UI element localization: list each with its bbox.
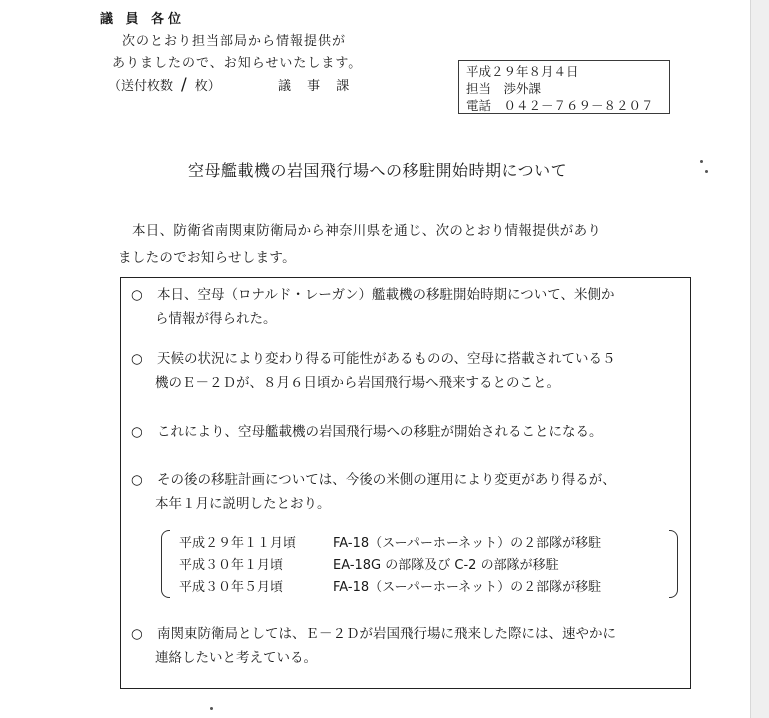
item-text: その後の移駐計画については、今後の米側の運用により変更があり得るが、	[157, 472, 616, 488]
schedule-row	[179, 554, 559, 573]
schedule-block	[161, 530, 681, 600]
bracket-left	[161, 530, 170, 598]
scan-speck	[210, 707, 213, 710]
schedule-row	[179, 532, 601, 551]
item-text-cont: ら情報が得られた。	[155, 311, 277, 327]
item-text: 本日、空母（ロナルド・レーガン）艦載機の移駐開始時期について、米側か	[157, 287, 615, 303]
document-title: 空母艦載機の岩国飛行場への移駐開始時期について	[188, 161, 568, 180]
scan-edge	[750, 0, 769, 718]
department: 議 事 課	[278, 79, 356, 94]
notice-line-2: ありましたので、お知らせいたします。	[112, 56, 363, 71]
list-item	[131, 347, 615, 395]
notice-line-1: 次のとおり担当部局から情報提供が	[122, 34, 347, 49]
schedule-detail: EA-18G の部隊及び C-2 の部隊が移駐	[333, 558, 559, 573]
schedule-date: 平成３０年１月頃	[179, 558, 284, 573]
item-text: 南関東防衛局としては、Ｅ－２Ｄが岩国飛行場に飛来した際には、速やかに	[157, 626, 616, 642]
sheet-count-slash: /	[181, 75, 187, 95]
intro-line-1: 本日、防衛省南関東防衛局から神奈川県を通じ、次のとおり情報提供があり	[132, 223, 602, 239]
sheet-count	[108, 75, 221, 95]
list-item	[131, 468, 616, 516]
item-text-cont: 連絡したいと考えている。	[155, 650, 317, 666]
scan-speck	[705, 170, 708, 173]
bullet-circle: ○	[131, 626, 143, 642]
item-text: 天候の状況により変わり得る可能性があるものの、空母に搭載されている５	[157, 351, 616, 367]
item-text-cont: 本年１月に説明したとおり。	[155, 496, 331, 512]
schedule-detail: FA-18（スーパーホーネット）の２部隊が移駐	[333, 536, 602, 551]
list-item	[131, 420, 603, 444]
schedule-date: 平成３０年５月頃	[179, 580, 284, 595]
schedule-detail: FA-18（スーパーホーネット）の２部隊が移駐	[333, 580, 602, 595]
list-item	[131, 283, 615, 331]
list-item	[131, 622, 616, 670]
bullet-circle: ○	[131, 424, 143, 440]
bullet-circle: ○	[131, 351, 143, 367]
recipient-line: 議 員 各位	[100, 12, 186, 27]
intro-line-2: ましたのでお知らせします。	[118, 250, 296, 266]
info-box	[120, 277, 691, 689]
bullet-circle: ○	[131, 287, 143, 303]
item-text-cont: 機のＥ－２Ｄが、８月６日頃から岩国飛行場へ飛来するとのこと。	[155, 375, 560, 391]
contact-stamp	[458, 60, 670, 114]
stamp-date: 平成２９年８月４日	[466, 64, 579, 79]
item-text: これにより、空母艦載機の岩国飛行場への移駐が開始されることになる。	[157, 424, 603, 440]
sheet-count-unit: 枚）	[194, 79, 221, 94]
bracket-right	[669, 530, 678, 598]
bullet-circle: ○	[131, 472, 143, 488]
sheet-count-label: （送付枚数	[108, 79, 174, 94]
schedule-row	[179, 576, 601, 595]
stamp-phone: 電話 ０４２－７６９－８２０７	[466, 98, 654, 113]
scan-speck	[700, 160, 703, 163]
schedule-date: 平成２９年１１月頃	[179, 536, 297, 551]
stamp-contact: 担当 渉外課	[466, 81, 542, 96]
